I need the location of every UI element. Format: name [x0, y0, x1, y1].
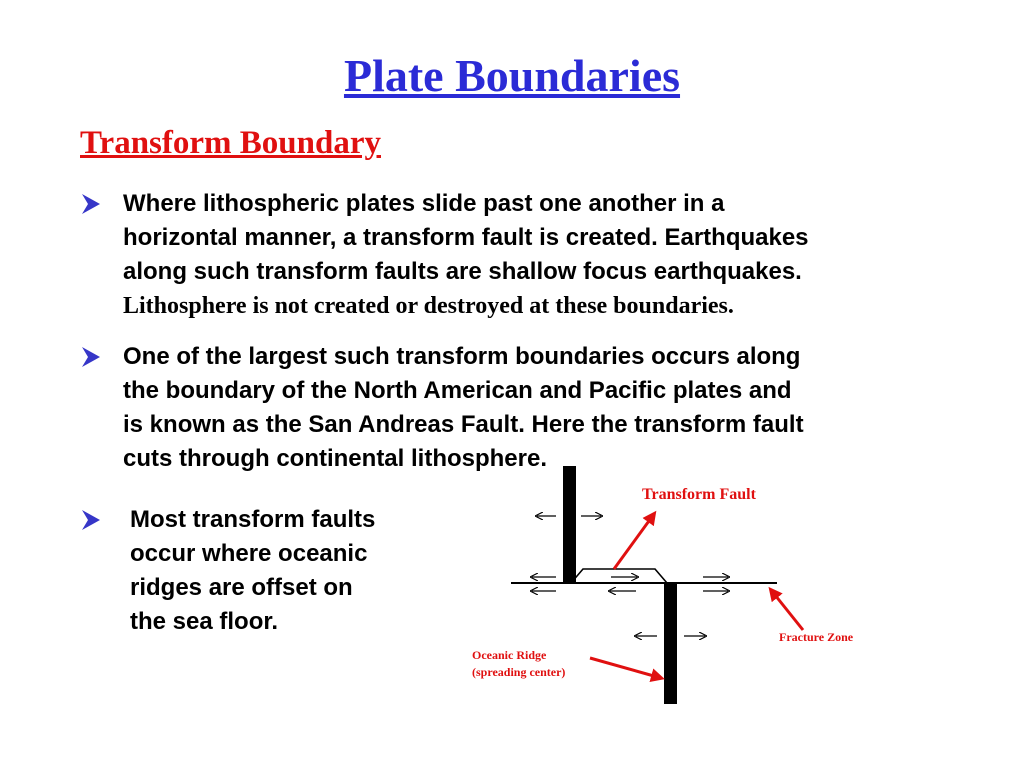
label-fracture-zone: Fracture Zone: [779, 630, 854, 644]
bullet-2-line-3: is known as the San Andreas Fault. Here the transform fault: [123, 411, 804, 438]
bullet-2-line-4: cuts through continental lithosphere.: [123, 445, 548, 472]
slide-title: Plate Boundaries: [343, 50, 681, 101]
bullet-1-line-2: horizontal manner, a transform fault is created. Earthquakes: [123, 224, 809, 251]
ridge-segment-lower: [664, 584, 677, 704]
slide-subtitle: Transform Boundary: [80, 125, 381, 161]
pointer-fracture-zone: [771, 590, 803, 630]
pointer-transform-fault: [614, 514, 654, 569]
label-transform-fault: Transform Fault: [642, 486, 756, 503]
transform-fault-block: [571, 569, 667, 583]
ridge-segment-upper: [563, 466, 576, 584]
label-spreading-center: (spreading center): [472, 665, 566, 679]
bullet-1-line-1: Where lithospheric plates slide past one another in a: [123, 190, 725, 217]
bullet-2-line-1: One of the largest such transform boundaries occurs along: [123, 343, 801, 370]
bullet-2-line-2: the boundary of the North American and Pacific plates and: [123, 377, 792, 404]
bullet-3-line-2: occur where oceanic: [130, 540, 368, 567]
bullet-3-line-3: ridges are offset on: [130, 574, 353, 601]
bullet-1-line-3: along such transform faults are shallow focus earthquakes.: [123, 258, 802, 285]
bullet-3-line-1: Most transform faults: [130, 506, 376, 533]
bullet-3-line-4: the sea floor.: [130, 608, 279, 635]
label-oceanic-ridge: Oceanic Ridge: [472, 648, 547, 662]
bullet-1-line-4: Lithosphere is not created or destroyed at these boundaries.: [123, 293, 734, 319]
pointer-oceanic-ridge: [590, 658, 661, 678]
